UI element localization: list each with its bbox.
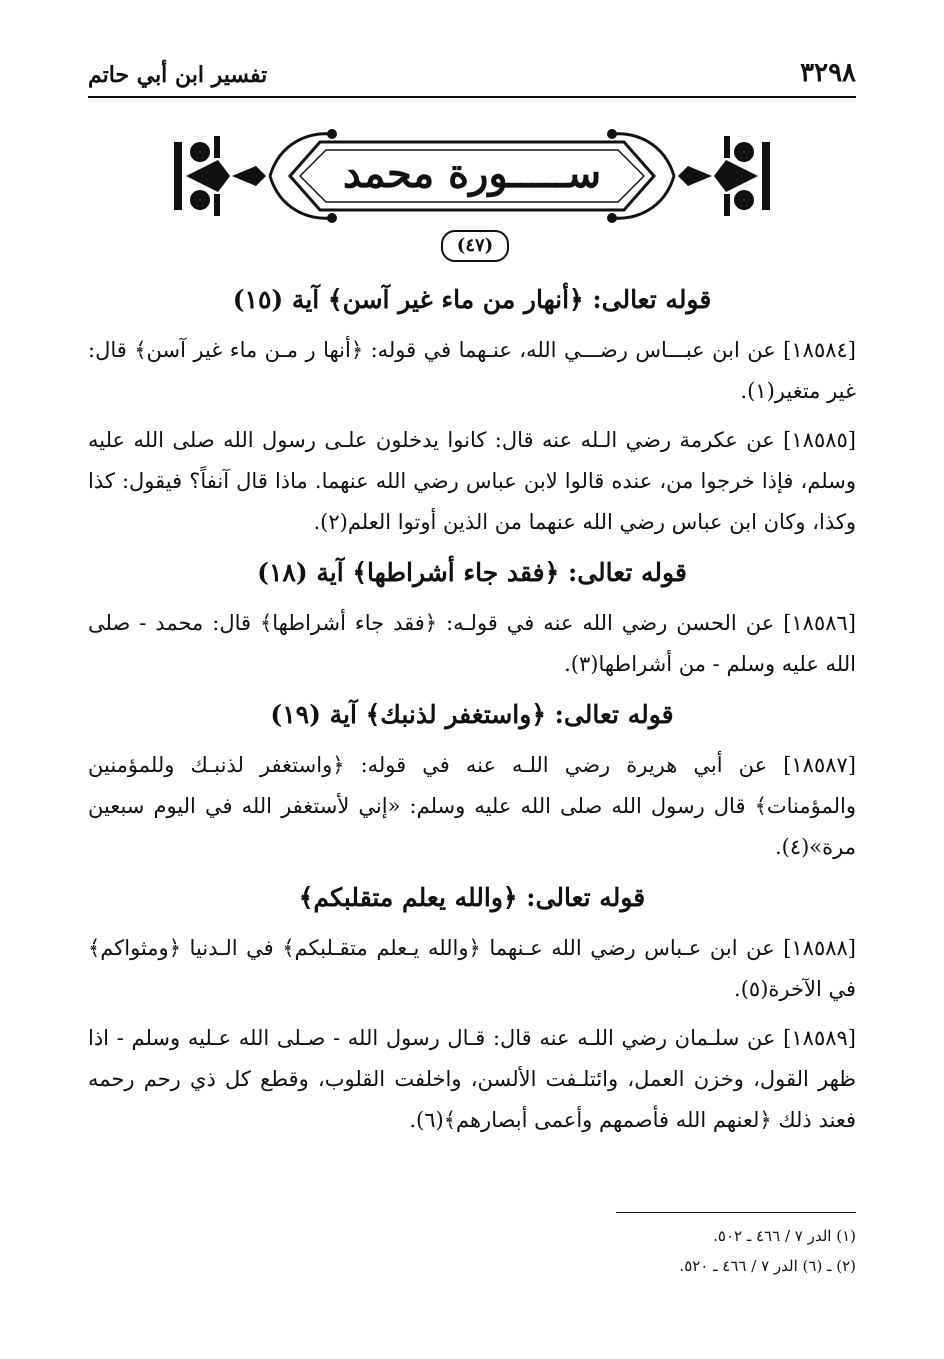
section-heading: قوله تعالى: ﴿واستغفر لذنبك﴾ آية (١٩) <box>270 700 674 729</box>
narration-paragraph: [١٨٥٨٨] عن ابن عـباس رضي الله عـنهما ﴿والله يـعلم متقـلبكم﴾ في الـدنيا ﴿ومثواكم﴾ في الآخرة(٥). <box>88 936 856 1001</box>
surah-banner <box>170 122 774 230</box>
main-text <box>88 270 856 1149</box>
section-heading: قوله تعالى: ﴿فقد جاء أشراطها﴾ آية (١٨) <box>257 558 687 587</box>
footnote: (٢) ـ (٦) الدر ٧ / ٤٦٦ ـ ٥٢٠. <box>679 1257 856 1275</box>
footnote: (١) الدر ٧ / ٤٦٦ ـ ٥٠٢. <box>713 1227 856 1245</box>
section-ayah-18 <box>88 553 856 685</box>
header-rule <box>88 96 856 98</box>
narration-paragraph: [١٨٥٨٥] عن عكرمة رضي الـله عنه قال: كانوا يدخلون علـى رسول الله صلى الله عليه وسلم، فإذا خرجوا من، عنده قالوا لابن عباس رضي الله عنهما. ماذا قال آنفاً؟ فيقول: كذا وكذا، وكان ابن عباس رضي الله عنهما من الذين أوتوا العلم(٢). <box>88 428 856 534</box>
section-ayah-19 <box>88 695 856 868</box>
narration-paragraph: [١٨٥٨٤] عن ابن عبـــاس رضـــي الله، عنـهما في قوله: ﴿أنها ر مـن ماء غير آسن﴾ قال: غير متغير(١). <box>88 338 856 403</box>
narration-paragraph: [١٨٥٨٦] عن الحسن رضي الله عنه في قولـه: ﴿فقد جاء أشراطها﴾ قال: محمد - صلى الله عليه وسلم - من أشراطها(٣). <box>88 611 856 676</box>
narration-paragraph: [١٨٥٨٧] عن أبي هريرة رضي اللـه عنه في قوله: ﴿واستغفر لذنبـك وللمؤمنين والمؤمنات﴾ قال رسول الله صلى الله عليه وسلم: «إني لأستغفر الله في اليوم سبعين مرة»(٤). <box>88 753 856 859</box>
section-heading: قوله تعالى: ﴿والله يعلم متقلبكم﴾ <box>298 883 646 912</box>
section-heading: قوله تعالى: ﴿أنهار من ماء غير آسن﴾ آية (١٥) <box>232 285 712 314</box>
running-head <box>88 52 856 88</box>
narration-paragraph: [١٨٥٨٩] عن سلـمان رضي اللـه عنه قال: قـال رسول الله - صـلى الله عـليه وسلم - اذا ظهر القول، وخزن العمل، وائتلـفت الألسن، واخلفت القلوب، وقطع كل ذي رحم رحمه فعند ذلك ﴿لعنهم الله فأصمهم وأعمى أبصارهم﴾(٦). <box>88 1026 856 1132</box>
section-mutaqallabakum <box>88 878 856 1141</box>
footnotes <box>88 1212 856 1281</box>
section-ayah-15 <box>88 280 856 412</box>
surah-number-badge: (٤٧) <box>441 230 509 262</box>
page-number: ٣٢٩٨ <box>800 58 856 88</box>
footnote-rule <box>616 1212 856 1213</box>
section-ayah-15-continued <box>88 420 856 543</box>
surah-title: ســـــورة محمد <box>342 150 602 197</box>
book-title: تفسير ابن أبي حاتم <box>88 62 268 88</box>
